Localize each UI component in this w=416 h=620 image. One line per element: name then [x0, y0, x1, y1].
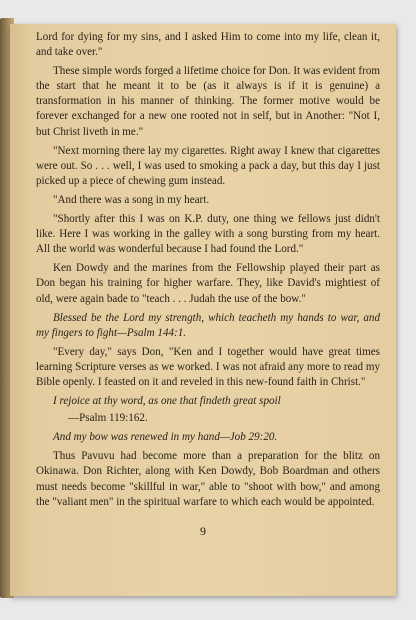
- verse-psalm-144: Blessed be the Lord my strength, which teacheth my hands to war, and my fingers to fight—Psalm 144:1.: [36, 311, 380, 339]
- paragraph-1: Lord for dying for my sins, and I asked Him to come into my life, clean it, and take over.": [36, 31, 380, 59]
- page-body: [36, 30, 380, 514]
- verse-psalm-119-reference: —Psalm 119:162.: [68, 412, 148, 425]
- book-page: [10, 24, 396, 596]
- paragraph-8: "Every day," says Don, "Ken and I together would have great times learning Scripture verses as we worked. I was not afraid any more to read my Bible openly. I feasted on it and reveled in this new-found faith in Christ.": [36, 345, 380, 388]
- verse-job-29: And my bow was renewed in my hand—Job 29:20.: [53, 431, 278, 444]
- paragraph-3: "Next morning there lay my cigarettes. Right away I knew that cigarettes were out. So . . . well, I was used to smoking a pack a day, but this day I just picked up a piece of chewing gum instead.: [36, 144, 380, 187]
- paragraph-5: "Shortly after this I was on K.P. duty, one thing we fellows just didn't like. Here I was working in the galley with a song bursting from my heart. All the world was wonderful because I had found the Lord.": [36, 213, 380, 256]
- paragraph-4: "And there was a song in my heart.: [53, 193, 210, 206]
- paragraph-12: Thus Pavuvu had become more than a preparation for the blitz on Okinawa. Don Richter, along with Ken Dowdy, Bob Boardman and others must needs become "skillful in war," able to "shoot with bow," and among the "valiant men" in the spiritual warfare to which each would be appointed.: [36, 450, 380, 508]
- verse-psalm-119: I rejoice at thy word, as one that findeth great spoil: [53, 395, 281, 408]
- paragraph-6: Ken Dowdy and the marines from the Fellowship played their part as Don began his training for higher warfare. They, like David's mightiest of old, were again bade to "teach . . . Judah the use of the bow.": [36, 262, 380, 305]
- paragraph-2: These simple words forged a lifetime choice for Don. It was evident from the start that he meant it to be (as it always is if it is genuine) a transformation in his manner of thinking. The former motive would be forever exchanged for a new one rooted not in self, but in Another: "Not I, but Christ liveth in me.": [36, 65, 380, 138]
- page-number: 9: [200, 524, 206, 538]
